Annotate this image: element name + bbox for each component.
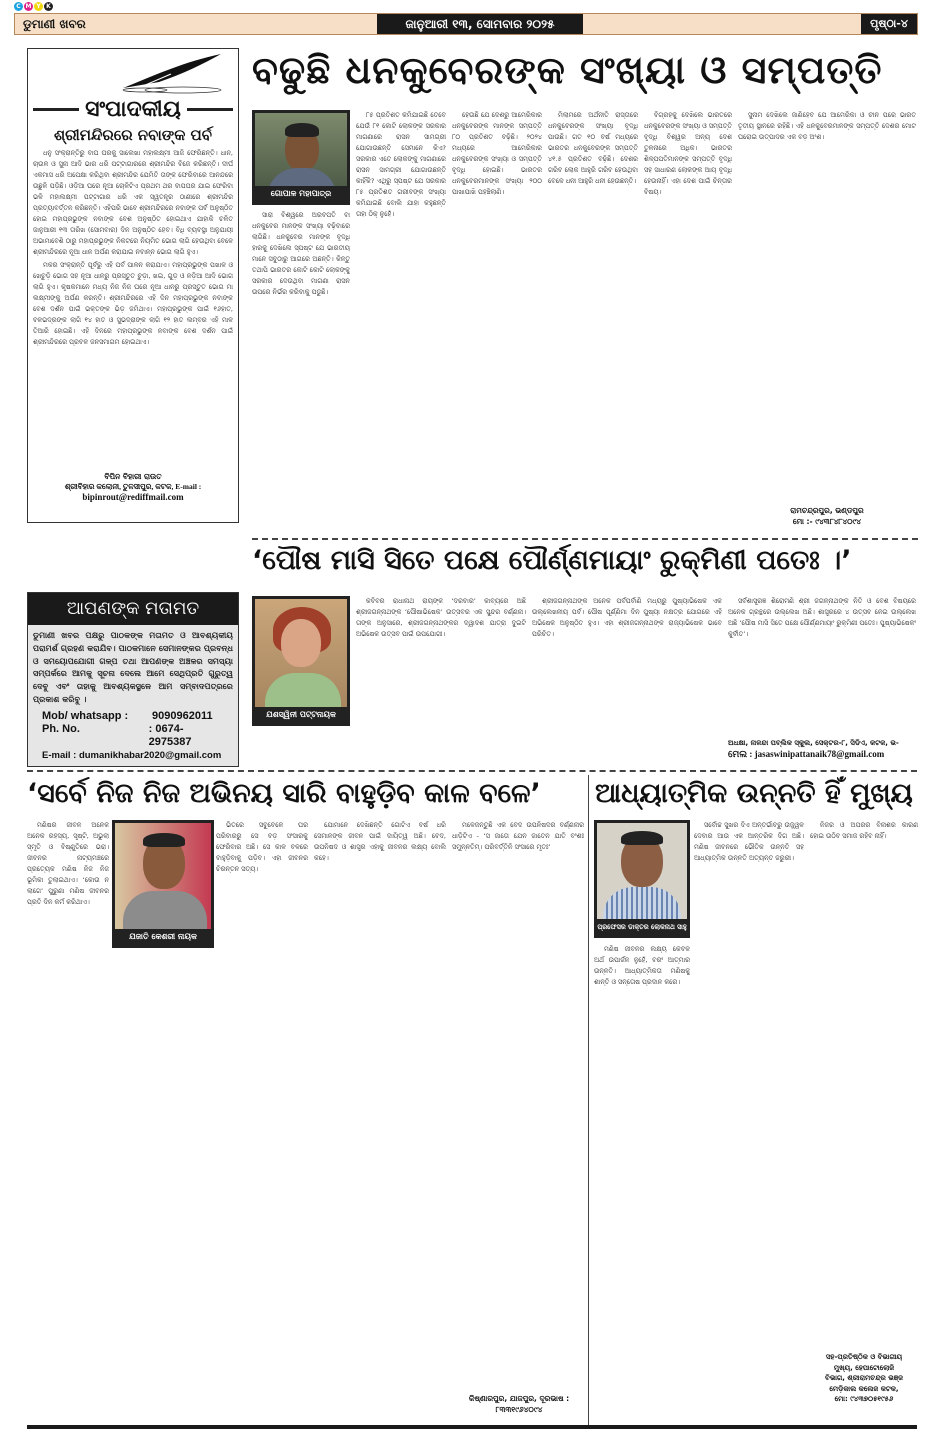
article2-photo-caption: ଯଶସ୍ୱିନୀ ପଟ୍ଟନାୟକ xyxy=(266,710,336,719)
author-portrait-image xyxy=(597,823,687,919)
editorial-headline: ଶ୍ରୀମନ୍ଦିରରେ ନବାଙ୍କ ପର୍ବ xyxy=(54,126,212,144)
registration-marks xyxy=(14,2,53,11)
quill-icon xyxy=(33,52,233,96)
section-divider xyxy=(252,538,918,540)
article3-col3 xyxy=(314,820,446,1385)
editorial-box xyxy=(27,48,239,523)
article4-photo xyxy=(594,820,690,938)
article3-address: କିଷ୍ଣାରପୁର, ଯାଜପୁର, ଦୂରଭାଷ : xyxy=(468,1394,570,1403)
article2-col3 xyxy=(728,596,916,726)
article4-phone: ମୋ: ୯୪୩୭୦୫୧୯୫୬ xyxy=(834,1395,894,1403)
article3-photo xyxy=(112,820,214,948)
article2-paragraph: ଶ୍ରୀଜଗନ୍ନାଥଙ୍କ ଅନେକ ପର୍ବପର୍ବାଣି ମଧ୍ୟରୁ ପୁଷ୍ୟାଭିଷେକ ଏକ ଉଲ୍ଲେଖନୀୟ ପର୍ବ। ପୌଷ ପୂର୍ଣ୍ଣିମା ଦିନ ପୁଷ୍ୟା ନକ୍ଷତ୍ର ଯୋଗରେ ଏହି ଅଭିଷେକ ଅନୁଷ୍ଠିତ ହୁଏ। ଏହା ଶ୍ରୀଜଗନ୍ନାଥଙ୍କ ରାଜ୍ୟାଭିଷେକ ଭାବେ ପରିଚିତ। xyxy=(532,597,722,638)
cyan-mark-icon: C xyxy=(14,2,23,11)
issue-date: ଜାନୁଆରୀ ୧୩, ସୋମବାର ୨୦୨୫ xyxy=(377,14,583,34)
article2-col2 xyxy=(532,596,722,736)
editorial-address: ଶ୍ରୀବିହାର କଲୋନୀ, ତୁଳସୀପୁର, କଟକ, E-mail : xyxy=(64,482,202,491)
article1-photo-caption: ଗୋପାଳ ମହାପାତ୍ର xyxy=(270,189,332,198)
column-divider xyxy=(588,775,589,1425)
opinion-body: ଡୁମାଣୀ ଖବର ପକ୍ଷରୁ ପାଠକଙ୍କ ମତାମତ ଓ ଆବଶ୍ୟକୀୟ ପରାମର୍ଶ ଗ୍ରହଣ କରାଯିବ। ପାଠକମାନେ ସେମାନଙ୍କର ପ୍ରବନ୍ଧ ଓ ସମୟୋପଯୋଗୀ ଗଳ୍ପ ତଥା ଆପଣଙ୍କ ଅଞ୍ଚଳର ସମସ୍ୟା ସମ୍ପର୍କରେ ଆମକୁ ସୂଚନା ଦେଲେ ଆମେ ସେଥିପ୍ରତି ଗୁରୁତ୍ୱ ଦେବୁ ଏବଂ ତାହାକୁ ଆବଶ୍ୟକସ୍ଥଳେ ଆମ ସମ୍ବାଦପତ୍ରରେ ପ୍ରକାଶ କରିବୁ । xyxy=(33,630,233,704)
article1-paragraph: ମିଲାମରେ ଅର୍ଥନୀତି ରାସ୍ତାରେ ଧନକୁବେରଙ୍କ ସଂଖ୍ୟା ବୃଦ୍ଧି ପାଉଛି। ଗତ ୧୦ ବର୍ଷ ମଧ୍ୟରେ ଭାରତର ଧନକୁବେରଙ୍କ ସମ୍ପତ୍ତି ୪୧.୫ ପ୍ରତିଶତ ବଢ଼ିଛି। ଦେଶର ଗରିବ ଲୋକ ଆହୁରି ଗରିବ ହେଉଥିବା ବେଳେ ଧନୀ ଆହୁରି ଧନୀ ହେଉଛନ୍ତି। xyxy=(548,111,638,185)
article2-address: ଅଧକ୍ଷା, ନାଳନ୍ଦା ପବ୍ଲିକ ସ୍କୁଲ, ସେକ୍ଟର-୮, ସିଡିଏ, କଟକ, ଭ- xyxy=(728,739,899,747)
article1-paragraph: ସୁନାମ ଦେଖିଲେ ଜାଣିହେବ ଯେ ଆମେରିକା ଓ ଚୀନ ପରେ ଭାରତ ତୃତୀୟ ସ୍ଥାନରେ ରହିଛି। ଏହି ଧନକୁବେରମାନଙ୍କ ସମ୍ପତ୍ତି ଦେଶର ମୋଟ ଘରୋଇ ଉତ୍ପାଦର ଏକ ବଡ଼ ଅଂଶ। xyxy=(738,111,916,141)
article4-paragraph: ମଣିଷ ଜୀବନର ଲକ୍ଷ୍ୟ କେବଳ ଅର୍ଥ ଉପାର୍ଜନ ନୁହେଁ, ବରଂ ଆତ୍ମାର ଉନ୍ନତି। ଆଧ୍ୟାତ୍ମିକତା ମଣିଷକୁ ଶାନ୍ତି ଓ ସନ୍ତୋଷ ପ୍ରଦାନ କରେ। xyxy=(594,945,690,986)
article4-col0 xyxy=(594,944,690,1414)
article2-photo xyxy=(252,596,350,726)
article2-email[interactable]: ମେଲ : jasaswinipattanaik78@gmail.com xyxy=(728,749,885,759)
editorial-email[interactable]: bipinrout@rediffmail.com xyxy=(82,492,184,502)
article3-col2 xyxy=(216,820,308,1385)
article1-col4 xyxy=(548,110,638,535)
bottom-rule xyxy=(27,1425,917,1429)
author-portrait-image xyxy=(255,599,347,707)
editorial-body xyxy=(33,148,233,468)
article1-col2 xyxy=(356,110,446,535)
article3-col1 xyxy=(27,820,109,1385)
article2-paragraph: ସର୍ବଶାସ୍ତ୍ରଜ୍ଞ ଶିରୋମଣି ଶ୍ରୀ ଜଗନ୍ନାଥଙ୍କ ନିତି ଓ ବେଶ ବିଷୟରେ ଅନେକ ଗ୍ରନ୍ଥରେ ଉଲ୍ଲେଖ ଅଛି। ଶାସ୍ତ୍ରରେ ୪ ଉତ୍ସବ ନେଇ ଉଲ୍ଲେଖ ଅଛି ‘ପୌଷ ମାସି ସିତେ ପକ୍ଷେ ପୌର୍ଣ୍ଣମାୟାଂ ରୁକ୍ମିଣୀ ପତେଃ। ପୁଷ୍ୟାଭିଷେକଂ କୁର୍ବୀତ’। xyxy=(728,597,916,638)
article1-signature xyxy=(738,505,916,527)
opinion-title: ଆପଣଙ୍କ ମତାମତ xyxy=(28,593,238,625)
article1-paragraph: ୮୫ ପ୍ରତିଶତ କମିଯାଇଛି ତେବେ ଯେଉଁ ୮୧ କୋଟି ଲୋକଙ୍କ ସରକାର ମାଗଣାରେ ରାସନ ସାମଗ୍ରୀ ଯୋଗାଉଛନ୍ତି ସେମାନେ କିଏ? ସରକାର ଏତେ ଲୋକଙ୍କୁ ମାଗଣାରେ ରାସନ ସାମଗ୍ରୀ ଯୋଗାଉଛନ୍ତି କାହିଁକି? ଏଥିରୁ ସ୍ପଷ୍ଟ ଯେ ସରକାର ୮୫ ପ୍ରତିଶତ ଗରୀବଙ୍କ ସଂଖ୍ୟା କମିଯାଇଛି ବୋଲି ଯାହା କହୁଛନ୍ତି ତାହା ଠିକ୍ ନୁହେଁ। xyxy=(356,111,446,218)
mobile-number[interactable]: 9090962011 xyxy=(152,709,213,722)
article2-paragraph: କବିବର ରାଧାନାଥ ରାୟଙ୍କ ‘ଦରବାର’ କାବ୍ୟରେ ଅଛି ଶ୍ରୀଜଗନ୍ନାଥଙ୍କ ‘ପୌଷାଭିଷେକ’ ଉତ୍ସବର ଏକ ସୁନ୍ଦର ବର୍ଣ୍ଣନା। ତାଙ୍କ ଅନୁସାରେ, ଶ୍ରୀଜଗନ୍ନାଥଙ୍କର ଦ୍ୱାଦଶ ଯାତ୍ରା ଦୁଇଟି ଅଭିଷେକ ଉତ୍ସବ ପାଇଁ ଉପଯୋଗୀ। xyxy=(356,597,526,638)
article1-col1 xyxy=(252,210,350,535)
editorial-title-row xyxy=(33,96,233,122)
article1-headline: ବଢୁଛି ଧନକୁବେରଙ୍କ ସଂଖ୍ୟା ଓ ସମ୍ପତ୍ତି xyxy=(252,48,883,92)
article4-col2 xyxy=(810,820,918,1330)
article1-paragraph: ହେଉଛି ଯେ ଦେଶରୁ ଆମେରିକାର ଧନକୁବେରଙ୍କ ମାନଙ୍କ ସମ୍ପତ୍ତି ୮୦ ପ୍ରତିଶତ ବଢ଼ିଛି। ୨୦୨୪ ମଧ୍ୟରେ ଆମେରିକାର ଧନକୁବେରଙ୍କ ସଂଖ୍ୟା ଓ ସମ୍ପତ୍ତି ବୃଦ୍ଧି ହୋଇଛି। ଭାରତର ଧନକୁବେରମାନଙ୍କ ସଂଖ୍ୟା ୨୦୦ ପାଖାପାଖି ପହଞ୍ଚିଲାଣି। xyxy=(452,111,542,196)
article4-paragraph: ସର୍ବୋଚ୍ଚ ସୁଖର ଦିଏ ଅନ୍ତର୍ଭାବରୁ ଉଜ୍ଜ୍ୱଳ ଦେବାର ଆଉ ଏକ ଆନ୍ତରିକ ଦିଗ ଅଛି। ମଣିଷ ଜୀବନରେ ଭୌତିକ ଉନ୍ନତି ସହ ଆଧ୍ୟାତ୍ମିକ ଉନ୍ନତି ଅତ୍ୟନ୍ତ ଜରୁରୀ। xyxy=(694,821,804,862)
mobile-label: Mob/ whatsapp : xyxy=(42,709,129,722)
article1-paragraph: ବିଗ୍ରହକୁ ଦେଖିଲେ ଭାରତରେ ଧନକୁବେରଙ୍କ ସଂଖ୍ୟା ଓ ସମ୍ପତ୍ତି ବୃଦ୍ଧି ବିଶ୍ୱର ଅନ୍ୟ ଦେଶ ତୁଳନାରେ ଅଧିକ। ଭାରତର ଶିଳ୍ପପତିମାନଙ୍କ ସମ୍ପତ୍ତି ବୃଦ୍ଧି ସହ ସାଧାରଣ ଲୋକଙ୍କ ଆୟ ବୃଦ୍ଧି ହେଉନାହିଁ। ଏହା ଦେଶ ପାଇଁ ଚିନ୍ତାର ବିଷୟ। xyxy=(644,111,732,196)
article1-col6 xyxy=(738,110,916,500)
article3-photo-caption: ଯଜାତି କେଶରୀ ନାୟକ xyxy=(129,932,197,941)
article2-col1 xyxy=(356,596,526,736)
opinion-contact xyxy=(28,710,238,762)
article4-signature-line: ବିଭାଗ, ଶ୍ରୀରାମଚନ୍ଦ୍ର ଭଞ୍ଜ xyxy=(825,1374,903,1382)
article4-signature-line: ମେଡ଼ିକାଲ କଲେଜ କଟକ, xyxy=(829,1384,899,1393)
article3-paragraph: ମଣିଷର ଜୀବନ ଅନେକ ଅନେକ ରହସ୍ୟ, ସୃଷ୍ଟି, ଅଭୁଲା ସ୍ମୃତି ଓ ବିଷ୍ଣୁତିରେ ଭରା। ଜୀବନର ନାଟ୍ୟମଞ୍ଚରେ ପ୍ରତ୍ୟେକ ମଣିଷ ନିଜ ନିଜ ଭୂମିକା ତୁଲାଇଥାଏ। ‘କୋଉ ନ ଲାଗେ’ ପୁରୁଣା ମଣିଷ ଜୀବନର ପ୍ରତି ଦିନ କର୍ମ କରିଥାଏ। xyxy=(27,821,109,906)
page-number: ପୃଷ୍ଠା-୪ xyxy=(861,14,917,34)
article3-col4 xyxy=(452,820,584,1380)
article1-paragraph: ସାରା ବିଶ୍ୱରେ ଅରବପତି ବା ଧନକୁବେର ମାନଙ୍କ ସଂଖ୍ୟା ବଢ଼ିବାରେ ଲାଗିଛି। ଧନକୁବେର ମାନଙ୍କ ବୃଦ୍ଧି ହାରକୁ ଦେଖିଲେ ସ୍ପଷ୍ଟ ଯେ ଭାରତୀୟ ମାନେ ସବୁଠାରୁ ଆଗରେ ଅଛନ୍ତି। କିନ୍ତୁ ତଥାପି ଭାରତର କୋଟି କୋଟି ଲୋକଙ୍କୁ ସରକାର ଦେଉଥିବା ମାଗଣା ରାସନ ଉପରେ ନିର୍ଭର କରିବାକୁ ପଡୁଛି। xyxy=(252,211,350,296)
editorial-paragraph: ମକର ସଂକ୍ରାନ୍ତି ପୂର୍ବରୁ ଏହି ପର୍ବ ପାଳନ କରାଯାଏ। ମହାପ୍ରଭୁଙ୍କ ପଖାଳ ଓ ଖେଚୁଡ଼ି ଭୋଗ ସହ ନୂଆ ଧାନରୁ ପ୍ରସ୍ତୁତ ଚୁଡ଼ା, ଖଇ, ଗୁଡ଼ ଓ ନଡ଼ିଆ ଆଦି ଭୋଗ ଲାଗି ହୁଏ। କୃଷକମାନେ ମଧ୍ୟ ନିଜ ନିଜ ଘରେ ନୂଆ ଧାନରୁ ପ୍ରସ୍ତୁତ ଭୋଗ ମା ଲକ୍ଷ୍ମୀଙ୍କୁ ଅର୍ପଣ କରନ୍ତି। ଶ୍ରୀମନ୍ଦିରରେ ଏହି ଦିନ ମହାପ୍ରଭୁଙ୍କ ନବାଙ୍କ ବେଶ ଦର୍ଶନ ପାଇଁ ଭକ୍ତଙ୍କ ଭିଡ଼ ଜମିଥାଏ। ମହାପ୍ରଭୁଙ୍କ ପାଇଁ ୧୬ହାତ, ବଳଭଦ୍ରଙ୍କ ଲାଗି ୧୪ ହାତ ଓ ସୁଭଦ୍ରାଙ୍କ ଲାଗି ୧୨ ହାତ ଲମ୍ବର ଏହି ମାଳ ତିଆରି ହୋଇଛି। ଏହି ଦିନରେ ମହାପ୍ରଭୁଙ୍କ ନବାଙ୍କ ବେଶ ଦର୍ଶନ ପାଇଁ ଶ୍ରୀମନ୍ଦିରରେ ପ୍ରବଳ ଜନସମାଗମ ହୋଇଥାଏ। xyxy=(33,261,233,346)
opinion-email[interactable]: E-mail : dumanikhabar2020@gmail.com xyxy=(42,749,222,761)
section-divider xyxy=(27,770,917,772)
editorial-paragraph: ଧନୁ ସଂକ୍ରାନ୍ତିରୁ ବାଘ ଘରକୁ ସାଲେଖା ମହାଲକ୍ଷ୍ମୀ ଆଜି ଫେରିଛନ୍ତି। ଧାନ, ଚାଉଳ ଓ ସୁନା ଆଦି ଭାର ଧରି ପଟ୍ଟାଗାରରେ ଶ୍ରୀମନ୍ଦିର ବିଜେ କରିଛନ୍ତି। ଦୀର୍ଘ ଏକମାସ ଧରି ଅପେକ୍ଷା କରିଥିବା ଶ୍ରୀମନ୍ଦିର ଯେମିତି ତାଙ୍କ ଫେରିବାରେ ଆନନ୍ଦରେ ଉଛୁଳି ପଡ଼ିଛି। ଓଡ଼ିଆ ଘରେ ନୂଆ ଚୋଳିଟିଏ ପ୍ରଥମ ଥର ବାପଘର ଯାଇ ଫେରିବା ଭଳି ମହାଲକ୍ଷ୍ମୀ ପଟ୍ଟାଗାର ଧରି ଏକ ସ୍ୱତନ୍ତ୍ର ଠାଣୀରେ ଶ୍ରୀମନ୍ଦିର ପ୍ରତ୍ୟାବର୍ତ୍ତନ କରିଛନ୍ତି। ଏହିପରି ଭାବେ ଶ୍ରୀମନ୍ଦିରରେ ନବାଙ୍କ ପର୍ବ ଅନୁଷ୍ଠିତ ହୋଇ ମହାପ୍ରଭୁଙ୍କ ନବାଙ୍କ ବେଶ ଅନୁଷ୍ଠିତ ହୋଇଥାଏ ଯାହାକି ଚଳିତ ଜାନୁଆରୀ ୧୩ ତାରିଖ (ସୋମବାର) ଦିନ ଅନୁଷ୍ଠିତ ହେବ। ବିଧି ବ୍ୟବସ୍ଥା ଅନୁଯାୟୀ ଅଭାମାବେଶି ଠାରୁ ମହାପ୍ରଭୁଙ୍କ ନିକଟରେ ନିୟମିତ ଭୋଗ ଲାଗି ହେଉଥିବା ବେଳେ ଶ୍ରୀମନ୍ଦିରରେ ନୂଆ ଧାନ ଅର୍ପଣ କରାଯାଇ ନବାନ୍ନ ଭୋଗ ଲାଗି ହୁଏ। xyxy=(33,149,233,256)
divider xyxy=(187,108,233,111)
article4-paragraph: ନିଜର ଓ ଅପରର ବିନାଶର କାରଣ ହୋଇ ଉଠିବ ସମାଜ ରହିବ ନାହିଁ। xyxy=(810,821,918,840)
editorial-author: ବିପିନ ବିହାରୀ ରାଉତ xyxy=(104,472,162,481)
article4-signature-line: ମୁଖ୍ୟ, ହେପାଟୋଲୋଜି xyxy=(833,1363,895,1372)
article4-col1 xyxy=(694,820,804,1385)
divider xyxy=(33,108,79,111)
article4-signature xyxy=(810,1352,918,1405)
paper-name: ଡୁମାଣୀ ଖବର xyxy=(23,17,86,31)
article3-signature xyxy=(452,1393,586,1415)
article4-headline: ଆଧ୍ୟାତ୍ମିକ ଉନ୍ନତି ହିଁ ମୁଖ୍ୟ xyxy=(595,778,913,809)
magenta-mark-icon: M xyxy=(25,3,32,10)
author-portrait-image xyxy=(255,113,347,186)
article3-headline: ‘ସର୍ବେ ନିଜ ନିଜ ଅଭିନୟ ସାରି ବାହୁଡ଼ିବ କାଳ ବଳେ’ xyxy=(27,778,541,809)
black-mark-icon: K xyxy=(44,2,53,11)
phone-number[interactable]: : 0674-2975387 xyxy=(148,722,192,748)
article1-col5 xyxy=(644,110,732,535)
article1-photo xyxy=(252,110,350,205)
article2-signature xyxy=(728,738,918,760)
article3-paragraph: ଭିତରେ ସବୁବେଳେ ଘର ପରିବାରରୁ ସେ ବଡ଼ ସଂସାରକୁ ଫେରିବାର ଅଛି। ସେ କାଳ ବଳରେ ବାହୁଡ଼ିବାକୁ ପଡ଼ିବ। ଏହା ଜୀବନର ଚିରନ୍ତନ ସତ୍ୟ। xyxy=(216,821,308,873)
article3-paragraph: ଯୋମାନେ ଦେଖିଛନ୍ତି ଗୋଟିଏ ବର୍ଷ ଧରି ସେମାନଙ୍କ ଜୀବନ ପାଇଁ ଦାୟିତ୍ୱ ଅଛି। ବେଦ, ଉପନିଷଦ ଓ ଶାସ୍ତ୍ର ଏହାକୁ ଜୀବନର ଲକ୍ଷ୍ୟ ବୋଲି କହେ। xyxy=(314,821,446,862)
phone-label: Ph. No. xyxy=(42,722,80,735)
yellow-mark-icon: Y xyxy=(34,2,43,11)
author-portrait-image xyxy=(115,823,211,929)
opinion-box xyxy=(27,592,239,767)
article4-photo-caption: ପ୍ରଫେସର ଡାକ୍ତର ଲୋକନାଥ ସାହୁ xyxy=(597,923,687,931)
article3-paragraph: ମଳେଜନ୍ତୁଛି ଏକ ବେଦ ଉପନିଷଦର ବର୍ଣ୍ଣନାର ଧାଡ଼ିଟିଏ - ‘ସ ଜାତୋ ଯେନ ଜାତେନ ଯାତି ବଂଶଃ ସମୁନ୍ନତିମ୍। ପରିବର୍ତ୍ତିନି ସଂସାରେ ମୃତଃ’ xyxy=(452,821,584,851)
editorial-section-title: ସଂପାଦକୀୟ xyxy=(85,96,181,122)
article3-phone: ୮୩୩୧୯୬୪୦୯୪ xyxy=(495,1405,543,1414)
article2-headline: ‘ପୌଷ ମାସି ସିତେ ପକ୍ଷେ ପୌର୍ଣ୍ଣମାୟାଂ ରୁକ୍ମିଣୀ ପତେଃ ।’ xyxy=(252,545,852,576)
article1-address: ରାମଚନ୍ଦ୍ରପୁର, ଭଣ୍ଡପୁର xyxy=(790,506,864,515)
article4-signature-line: ସହ-ପ୍ରତିଷ୍ଠିକ ଓ ବିଭାଗୀୟ xyxy=(825,1353,903,1361)
article1-phone: ମୋ :- ୯୪୩୮୪୮୪୦୯୪ xyxy=(792,517,862,526)
article1-col3 xyxy=(452,110,542,535)
masthead xyxy=(14,13,918,35)
